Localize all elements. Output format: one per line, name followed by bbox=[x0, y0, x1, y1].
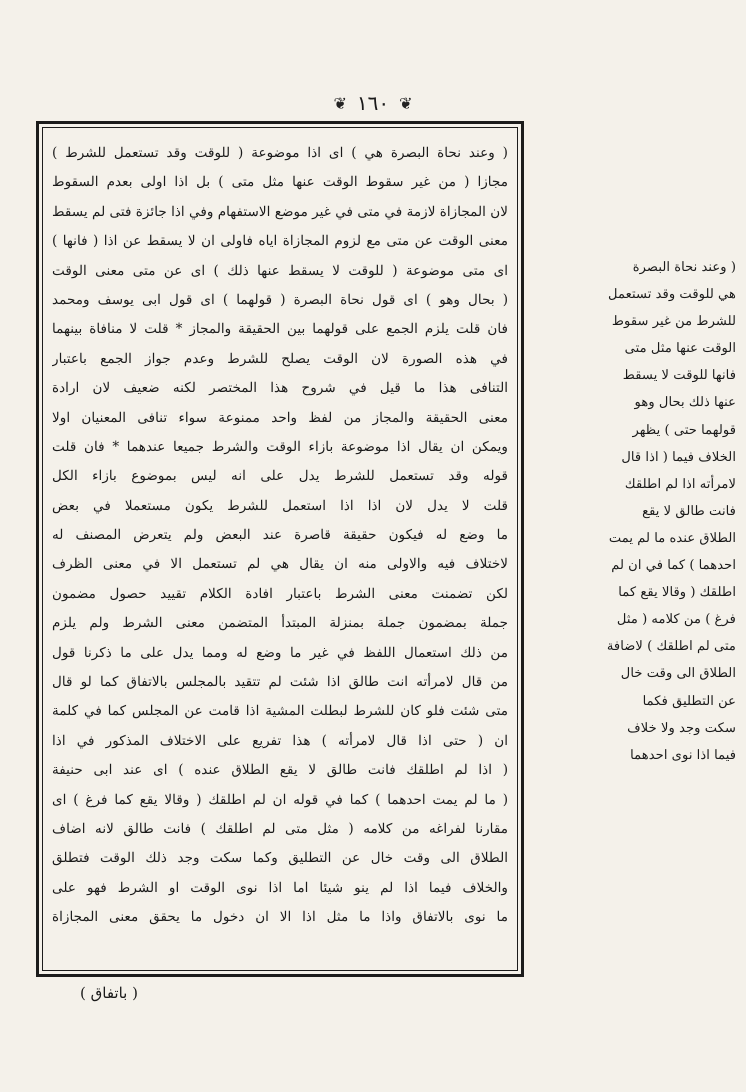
side-text-line: متى لم اطلقك ) لاضافة bbox=[606, 639, 736, 655]
main-text-line: ويمكن ان يقال اذا موضوعة بازاء الوقت والشرط جميعا عندهما * فان قلت bbox=[52, 438, 508, 455]
main-text-line: لاختلاف فيه والاولى منه ان يقال هي لم تستعمل الا في معنى الظرف bbox=[52, 556, 508, 573]
side-text-line: فانت طالق لا يقع bbox=[642, 503, 736, 519]
side-text-line: قولهما حتى ) يظهر bbox=[632, 422, 736, 438]
main-text-line: ( اذا لم اطلقك فانت طالق لا يقع الطلاق عنده ) اى عند ابى حنيفة bbox=[52, 762, 508, 779]
main-text-line: ما وضع له فيكون حقيقة قاصرة عند البعض ولم يتعرض المصنف له bbox=[52, 527, 508, 544]
main-text-line: مجازا ( من غير سقوط الوقت عنها مثل متى ) بل اذا اولى بعدم السقوط bbox=[52, 174, 508, 191]
side-text-line: الخلاف فيما ( اذا قال bbox=[621, 449, 736, 465]
ornament-left-icon: ❦ bbox=[333, 93, 347, 113]
side-text-line: الطلاق عنده ما لم يمت bbox=[608, 530, 736, 546]
side-text-line: ( وعند نحاة البصرة bbox=[632, 260, 736, 275]
side-text-line: الوقت عنها مثل متى bbox=[624, 341, 736, 357]
side-text-line: عنها ذلك بحال وهو bbox=[634, 395, 736, 411]
main-text-line: معنى الوقت عن متى مع لزوم المجازاة اياه فاولى ان لا يسقط عن اذا ( فانها ) bbox=[52, 233, 508, 250]
side-text-line: سكت وجد ولا خلاف bbox=[627, 720, 736, 736]
page-number: ١٦٠ bbox=[356, 91, 390, 115]
main-text-line: قوله وقد تستعمل للشرط يدل على انه ليس بموضوع بازاء الكل bbox=[52, 468, 508, 485]
main-text-line: في هذه الصورة لان الوقت يصلح للشرط وعدم جواز الجمع باعتبار bbox=[52, 350, 508, 367]
main-text-line: فان قلت يلزم الجمع على قولهما بين الحقيقة والمجاز * قلت لا منافاة بينهما bbox=[52, 321, 508, 338]
side-text-line: هي للوقت وقد تستعمل bbox=[608, 287, 736, 303]
side-text-line: احدهما ) كما في ان لم bbox=[611, 558, 736, 574]
main-text-line: قلت لا يدل لان اذا اذا استعمل للشرط يكون مستعملا في بعض bbox=[52, 497, 508, 514]
side-text-line: اطلقك ( وقالا يقع كما bbox=[618, 585, 736, 601]
main-text-line: من قال لامرأته انت طالق اذا شئت لم تتقيد بالمجلس بالاتفاق كما لو قال bbox=[52, 674, 508, 691]
catchword: ( باتفاق ) bbox=[80, 984, 138, 1002]
side-text-line: للشرط من غير سقوط bbox=[611, 314, 736, 330]
main-text-line: الطلاق الى وقت خال عن التطليق وكما سكت وجد ذلك الوقت فتطلق bbox=[52, 850, 508, 867]
main-text-line: ( ما لم يمت احدهما ) كما في قوله ان لم اطلقك ( وقالا يقع كما فرغ ) اى bbox=[52, 791, 508, 808]
side-text-line: فانها للوقت لا يسقط bbox=[622, 368, 736, 384]
main-text-line: لكن تضمنت معنى الشرط باعتبار افادة الكلام تقييد حصول مضمون bbox=[52, 585, 508, 602]
main-text-line: التنافى هذا ما قيل في شروح هذا المختصر لكنه ضعيف لان ارادة bbox=[52, 380, 508, 397]
side-text-line: فيما اذا نوى احدهما bbox=[630, 747, 736, 763]
ornament-right-icon: ❦ bbox=[399, 93, 413, 113]
side-text-line: فرغ ) من كلامه ( مثل bbox=[616, 612, 736, 628]
main-commentary bbox=[52, 139, 508, 965]
main-text-line: ان ( حتى اذا قال لامرأته ) هذا تفريع على الاختلاف المذكور في اذا bbox=[52, 732, 508, 749]
side-text-line: الطلاق الى وقت خال bbox=[620, 666, 736, 682]
main-text-line: مقارنا لفراغه من كلامه ( مثل متى لم اطلقك ) فانت طالق لانه اضاف bbox=[52, 820, 508, 837]
main-text-line: جملة بمضمون جملة بمنزلة المبتدأ المتضمن معنى الشرط ولم يلزم bbox=[52, 615, 508, 632]
main-text-line: متى شئت فلو كان للشرط لبطلت المشية اذا قامت عن المجلس كما في كلمة bbox=[52, 703, 508, 720]
margin-matn bbox=[540, 254, 736, 769]
main-text-line: لان المجازاة لازمة في متى في غير موضع الاستفهام وفي اذا جائزة فتى لم يسقط bbox=[52, 203, 508, 220]
main-text-line: اى متى موضوعة ( للوقت لا يسقط عنها ذلك ) اى عن متى معنى الوقت bbox=[52, 262, 508, 279]
main-text-line: ( وعند نحاة البصرة هي ) اى اذا موضوعة ( للوقت وقد تستعمل للشرط ) bbox=[52, 145, 508, 161]
main-text-line: من ذلك استعمال اللفظ في غير ما وضع له ومما يدل على ما ذكرنا قول bbox=[52, 644, 508, 661]
main-text-line: ( بحال وهو ) اى قول نحاة البصرة ( قولهما ) اى قول ابى يوسف ومحمد bbox=[52, 291, 508, 308]
main-text-line: والخلاف فيما اذا لم ينو شيئا اما اذا نوى الوقت او الشرط فهو على bbox=[52, 879, 508, 896]
main-text-line: معنى الحقيقة والمجاز من لفظ واحد ممنوعة سواء تنافى المعنيان اولا bbox=[52, 409, 508, 426]
side-text-line: لامرأته اذا لم اطلقك bbox=[624, 476, 736, 492]
side-text-line: عن التطليق فكما bbox=[642, 693, 736, 709]
main-text-line: ما نوى بالاتفاق واذا ما مثل اذا الا ان دخول ما يحقق معنى المجازاة bbox=[52, 909, 508, 926]
page-header bbox=[0, 88, 746, 118]
